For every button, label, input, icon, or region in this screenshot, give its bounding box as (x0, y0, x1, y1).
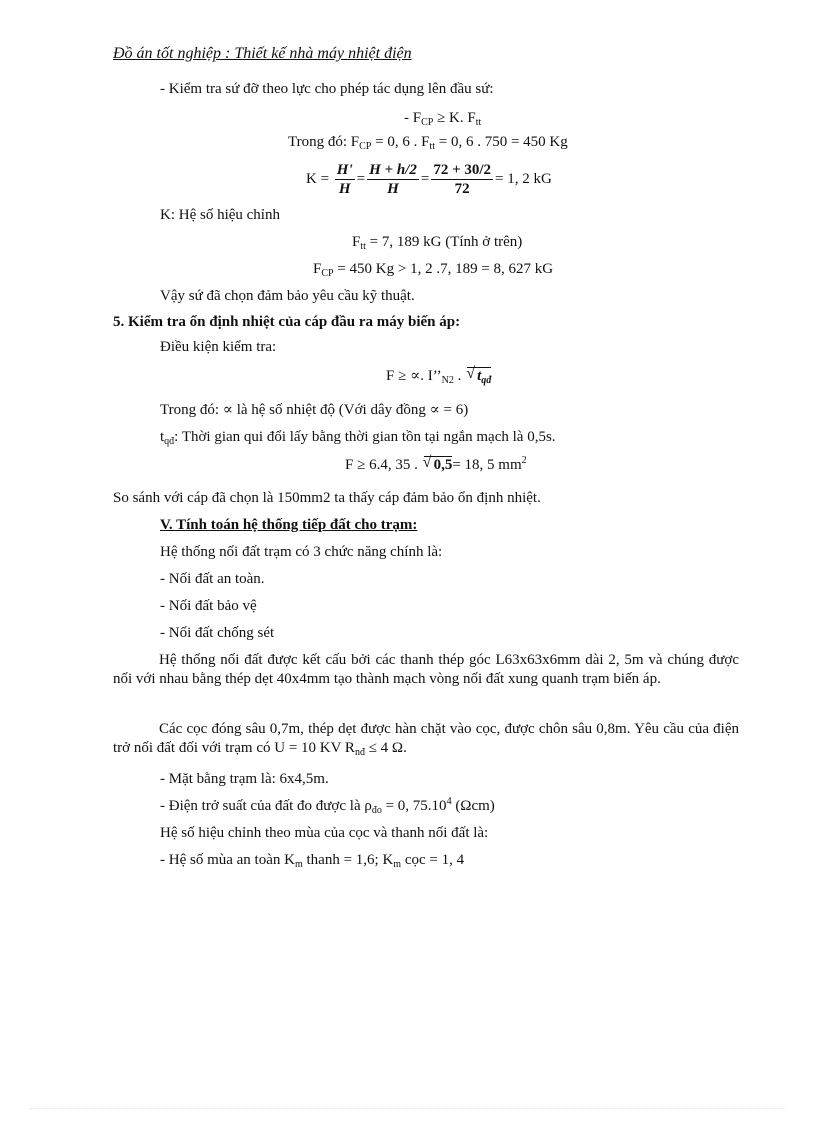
bullet-protection: - Nối đất bảo vệ (160, 598, 257, 614)
formula-ftt: $F_{tt} = 7$, 189 kG (Tính ở trên) (352, 234, 523, 252)
check-line: - Kiểm tra sứ đỡ theo lực cho phép tác dụng lên đầu sứ: (160, 81, 494, 97)
section-5-heading: 5. Kiểm tra ổn định nhiệt của cáp đầu ra máy biến áp: (113, 314, 461, 330)
season-coefficient-values: - Hệ số mùa an toàn $K_m$ thanh = 1,6; $K_m$ cọc = 1, 4 (160, 852, 465, 870)
bullet-lightning: - Nối đất chống sét (160, 625, 275, 641)
k-definition: K: Hệ số hiệu chỉnh (160, 207, 280, 223)
formula-fcp-compare: $F_{CP} = 450$ Kg > 1, 2 .7, 189 = 8, 627 kG (313, 261, 554, 279)
comparison-line: So sánh với cáp đã chọn là 150mm2 ta thấy cáp đảm bảo ổn định nhiệt. (113, 490, 541, 506)
conclusion-line: Vậy sứ đã chọn đảm bảo yêu cầu kỹ thuật. (160, 288, 415, 304)
document-header: Đồ án tốt nghiệp : Thiết kế nhà máy nhiệt điện (113, 45, 412, 62)
alpha-definition: Trong đó: ∝ là hệ số nhiệt độ (Với dây đồng ∝ = 6) (160, 402, 469, 418)
grounding-intro: Hệ thống nối đất trạm có 3 chức năng chính là: (160, 544, 443, 560)
condition-label: Điều kiện kiểm tra: (160, 339, 277, 355)
site-dimension: - Mặt bằng trạm là: 6x4,5m. (160, 771, 329, 787)
season-coefficient-label: Hệ số hiệu chỉnh theo mùa của cọc và thanh nối đất là: (160, 825, 489, 841)
tqd-definition: $t_{qđ}$: Thời gian qui đổi lấy bằng thời gian tồn tại ngắn mạch là 0,5s. (160, 429, 556, 447)
formula-thermal: F ≥ ∝. $I’’_{N2}$ . √ $t_{qđ}$ (386, 367, 491, 385)
paragraph-structure: Hệ thống nối đất được kết cấu bởi các thanh thép góc L63x63x6mm dài 2, 5m và chúng được nối với nhau bằng thép dẹt 40x4mm tạo thành mạch vòng nối đất xung quanh trạm biến áp. (113, 652, 739, 687)
page-bottom-divider (30, 1108, 786, 1109)
formula-area: F ≥ 6.4, 35 . √ 0,5= 18, 5 $mm^2$ (345, 456, 527, 474)
formula-k: K = $\frac{H'}{H}$ = $\frac{H + h/2}{H}$ = $\frac{72 + 30/2}{72}$ = 1, 2 kG (306, 162, 552, 198)
soil-resistivity: - Điện trở suất của đất đo được là $\rho_{đo} = 0$, 75.10$^4$ (Ωcm) (160, 796, 495, 816)
paragraph-piles: Các cọc đóng sâu 0,7m, thép dẹt được hàn chặt vào cọc, được chôn sâu 0,8m. Yêu cầu của điện trở nối đất đối với trạm có U = 10 KV $R_{nđ} \le 4$ Ω. (113, 721, 739, 758)
section-V-heading: V. Tính toán hệ thống tiếp đất cho trạm: (160, 517, 418, 533)
bullet-safety: - Nối đất an toàn. (160, 571, 265, 587)
formula-fcp-condition: - $F_{CP} \ge K$. $F_{tt}$ (404, 110, 482, 128)
formula-fcp-value: Trong đó: $F_{CP} = 0$, 6 . $F_{tt} = 0$, 6 . 750 = 450 Kg (288, 134, 568, 152)
